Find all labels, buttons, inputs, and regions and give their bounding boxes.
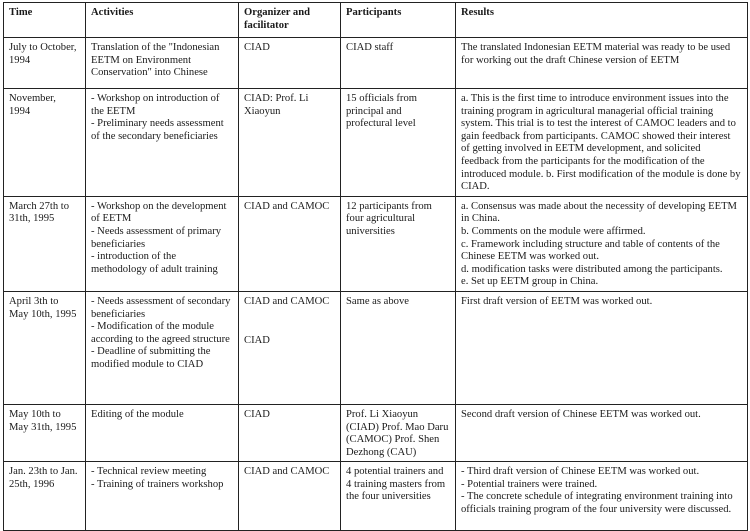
activities-cell (86, 404, 239, 461)
time-cell: May 10th to May 31th, 1995 (4, 404, 86, 461)
organizer-cell-line: CIAD (244, 42, 270, 53)
activities-cell (86, 89, 239, 197)
participants-cell: 15 officials from principal and profectural level (341, 89, 456, 197)
activities-cell-line: - Needs assessment of secondary beneficiaries (91, 295, 231, 320)
organizer-cell-line: CIAD (244, 408, 270, 420)
participants-cell: CIAD staff (341, 38, 456, 89)
activities-cell-line: - Preliminary needs assessment of the secondary beneficiaries (91, 118, 224, 142)
results-cell-line: c. Framework including structure and table of contents of the Chinese EETM was worked out. (461, 238, 720, 263)
organizer-cell (239, 38, 341, 89)
header-results: Results (456, 3, 748, 38)
results-cell-line: - Third draft version of Chinese EETM was worked out. (461, 466, 700, 478)
activities-cell-line: - introduction of the methodology of adult training (91, 251, 218, 275)
organizer-cell-line: CIAD: Prof. Li Xiaoyun (244, 93, 309, 117)
table-row (4, 291, 748, 404)
time-cell: April 3th to May 10th, 1995 (4, 291, 86, 404)
header-time: Time (4, 3, 86, 38)
results-cell (456, 38, 748, 89)
table-row (4, 89, 748, 197)
time-cell: July to October, 1994 (4, 38, 86, 89)
time-cell: November, 1994 (4, 89, 86, 197)
organizer-cell-line: CIAD and CAMOC (244, 466, 330, 478)
results-cell-line: First draft version of EETM was worked out. (461, 295, 653, 307)
activities-cell (86, 291, 239, 404)
results-cell-line: - Potential trainers were trained. (461, 478, 598, 490)
table-row (4, 404, 748, 461)
header-participants: Participants (341, 3, 456, 38)
results-cell-line: Second draft version of Chinese EETM was worked out. (461, 408, 701, 420)
results-cell-line: d. modification tasks were distributed among the participants. (461, 263, 723, 275)
participants-cell: 4 potential trainers and 4 training masters from the four universities (341, 462, 456, 531)
activities-cell (86, 196, 239, 291)
organizer-cell-line: CIAD and CAMOC (244, 200, 330, 212)
table-row (4, 196, 748, 291)
header-row (4, 3, 748, 38)
table-row (4, 38, 748, 89)
header-activities: Activities (86, 3, 239, 38)
results-cell-line: a. This is the first time to introduce environment issues into the training program in agricultural managerial official training system. This trial is to test the interest of CAMOC leaders and to gain feedback from participants. CAMOC showed their interest of getting involved in EETM development, and solicited feedback from the participants for the modification of the introduced module. b. First modification of the module is done by CIAD. (461, 93, 741, 193)
table-row (4, 462, 748, 531)
activities-cell (86, 38, 239, 89)
results-cell-line: b. Comments on the module were affirmed. (461, 225, 646, 237)
activities-cell (86, 462, 239, 531)
organizer-cell (239, 404, 341, 461)
results-cell-line: e. Set up EETM group in China. (461, 276, 599, 288)
organizer-cell-line: CIAD (244, 334, 270, 346)
activities-cell-line: - Needs assessment of primary beneficiaries (91, 225, 222, 250)
participants-cell: 12 participants from four agricultural universities (341, 196, 456, 291)
activities-cell-line: Translation of the "Indonesian EETM on Environment Conservation" into Chinese (91, 42, 220, 79)
results-cell-line: - The concrete schedule of integrating environment training into officials training program of the four university were discussed. (461, 491, 733, 516)
activities-table (3, 2, 748, 531)
results-cell (456, 89, 748, 197)
organizer-cell (239, 89, 341, 197)
time-cell: March 27th to 31th, 1995 (4, 196, 86, 291)
time-cell: Jan. 23th to Jan. 25th, 1996 (4, 462, 86, 531)
results-cell-line: a. Consensus was made about the necessity of developing EETM in China. (461, 200, 737, 225)
results-cell (456, 196, 748, 291)
results-cell (456, 404, 748, 461)
organizer-cell (239, 462, 341, 531)
participants-cell: Prof. Li Xiaoyun (CIAD) Prof. Mao Daru (CAMOC) Prof. Shen Dezhong (CAU) (341, 404, 456, 461)
activities-cell-line: Editing of the module (91, 408, 184, 420)
organizer-cell (239, 196, 341, 291)
activities-cell-line: - Modification of the module according to the agreed structure (91, 321, 230, 345)
activities-cell-line: - Workshop on the development of EETM (91, 200, 227, 225)
activities-cell-line: - Deadline of submitting the modified module to CIAD (91, 346, 211, 370)
participants-cell: Same as above (341, 291, 456, 404)
organizer-cell (239, 291, 341, 404)
activities-cell-line: - Workshop on introduction of the EETM (91, 93, 220, 117)
results-cell-line: The translated Indonesian EETM material was ready to be used for working out the draft Chinese version of EETM (461, 42, 731, 66)
results-cell (456, 291, 748, 404)
organizer-cell-line: CIAD and CAMOC (244, 295, 330, 307)
activities-cell-line: - Technical review meeting (91, 466, 207, 478)
results-cell (456, 462, 748, 531)
activities-cell-line: - Training of trainers workshop (91, 478, 224, 490)
header-organizer: Organizer and facilitator (239, 3, 341, 38)
